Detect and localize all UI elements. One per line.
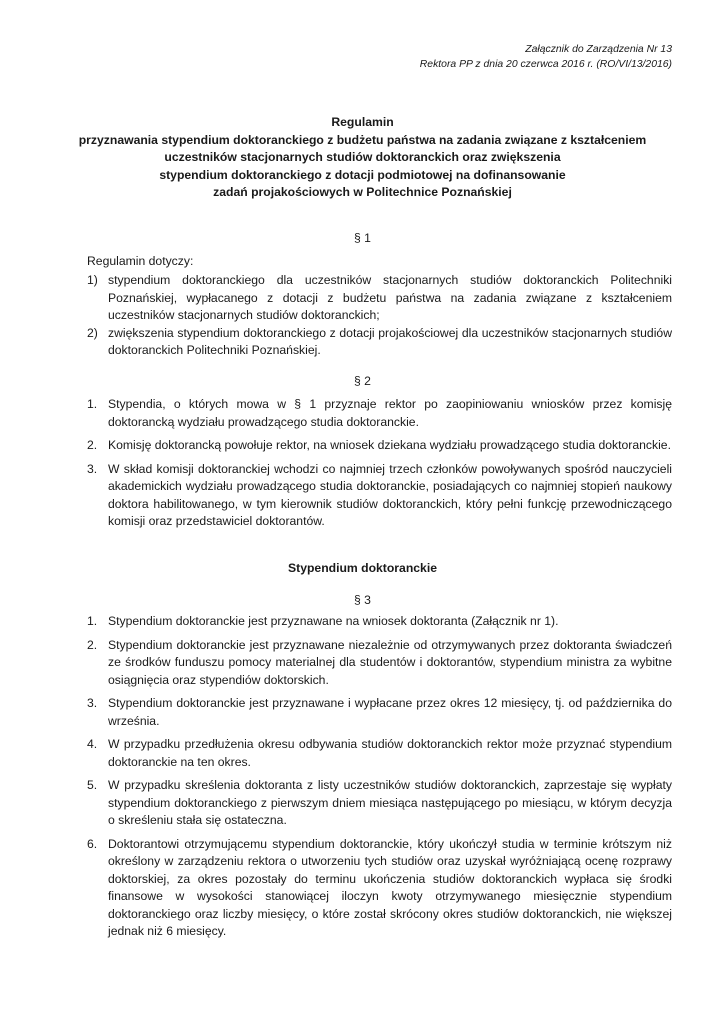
list-item-number: 1. <box>87 397 98 411</box>
list-item <box>87 777 672 830</box>
section-3-list <box>87 613 672 941</box>
list-item-text: Stypendium doktoranckie jest przyznawane i wypłacane przez okres 12 miesięcy, tj. od października do września. <box>108 696 672 728</box>
list-item <box>87 613 672 631</box>
section-1-list <box>87 272 672 360</box>
list-item-text: Doktorantowi otrzymującemu stypendium doktoranckie, który ukończył studia w terminie krótszym niż określony w zarządzeniu rektora o utworzeniu tych studiów oraz uzyskał wyróżniającą ocenę rozprawy doktorskiej, za okres pozostały do terminu ukończenia studiów doktoranckich wypłaca się środki finansowe w wysokości stanowiącej iloczyn kwoty otrzymywanego miesięcznie stypendium doktoranckiego oraz liczby miesięcy, o które został skrócony okres studiów doktoranckich, nie większej jednak niż 6 miesięcy. <box>108 836 672 938</box>
list-item-number: 2. <box>87 637 98 652</box>
attachment-note-line2: Rektora PP z dnia 20 czerwca 2016 r. (RO/VI/13/2016) <box>419 59 672 70</box>
section-2-list <box>87 396 672 531</box>
section-3-heading: Stypendium doktoranckie <box>288 561 437 575</box>
list-item-number: 1. <box>87 614 98 628</box>
list-item-text: Stypendia, o których mowa w § 1 przyznaje rektor po zaopiniowaniu wniosków przez komisję doktorancką wydziału prowadzącego studia doktoranckie. <box>108 397 672 429</box>
list-item-text: Komisję doktorancką powołuje rektor, na wniosek dziekana wydziału prowadzącego studia doktoranckie. <box>108 438 671 452</box>
attachment-note <box>420 42 672 72</box>
list-item <box>87 695 672 730</box>
list-item-text: W przypadku skreślenia doktoranta z listy uczestników studiów doktoranckich, zaprzestaje się wypłaty stypendium doktoranckiego z pierwszym dniem miesiąca następującego po miesiącu, w którym decyzja o skreśleniu stała się ostateczna. <box>108 778 672 827</box>
list-item <box>87 461 672 531</box>
title-line2: przyznawania stypendium doktoranckiego z budżetu państwa na zadania związane z kształceniem <box>78 132 647 147</box>
title-line5: zadań projakościowych w Politechnice Poznańskiej <box>213 185 512 200</box>
section-2-mark: § 2 <box>354 374 371 388</box>
list-item <box>87 437 672 455</box>
title-line4: stypendium doktoranckiego z dotacji podmiotowej na dofinansowanie <box>159 167 566 182</box>
list-item-text: W przypadku przedłużenia okresu odbywania studiów doktoranckich rektor może przyznać stypendium doktoranckie na ten okres. <box>108 737 672 769</box>
list-item-number: 3. <box>87 696 98 710</box>
list-item-text: stypendium doktoranckiego dla uczestników stacjonarnych studiów doktoranckich Politechniki Poznańskiej, wypłacanego z dotacji z budżetu państwa na zadania związane z kształceniem uczestników stacjonarnych studiów doktoranckich; <box>108 273 672 322</box>
title-line3: uczestników stacjonarnych studiów doktoranckich oraz zwiększenia <box>164 150 561 165</box>
list-item-number: 2. <box>87 438 98 452</box>
list-item <box>87 272 672 325</box>
section-3-mark: § 3 <box>354 593 371 607</box>
list-item-text: Stypendium doktoranckie jest przyznawane na wniosek doktoranta (Załącznik nr 1). <box>108 614 559 628</box>
list-item-text: zwiększenia stypendium doktoranckiego z dotacji projakościowej dla uczestników stacjonarnych studiów doktoranckich Politechniki Poznańskiej. <box>108 325 672 357</box>
title-line1: Regulamin <box>331 115 394 129</box>
list-item <box>87 836 672 941</box>
section-1-mark: § 1 <box>354 231 371 245</box>
list-item-text: Stypendium doktoranckie jest przyznawane niezależnie od otrzymywanych przez doktoranta świadczeń ze środków funduszu pomocy materialnej dla studentów i doktorantów, stypendium ministra za wybitne osiągnięcia oraz stypendiów doktorskich. <box>108 637 672 687</box>
list-item-text: W skład komisji doktoranckiej wchodzi co najmniej trzech członków powoływanych spośród nauczycieli akademickich wydziału prowadzącego studia doktoranckie, posiadających co najmniej stopień naukowy doktora habilitowanego, w tym kierownik studiów doktoranckich, który pełni funkcję przewodniczącego komisji oraz przedstawiciel doktorantów. <box>108 461 672 528</box>
list-item-number: 3. <box>87 461 98 476</box>
attachment-note-line1: Załącznik do Zarządzenia Nr 13 <box>525 44 672 55</box>
list-item-number: 4. <box>87 737 98 751</box>
list-item-number: 6. <box>87 836 98 851</box>
document-title <box>60 114 665 202</box>
section-1-intro: Regulamin dotyczy: <box>87 254 194 268</box>
list-item <box>87 325 672 360</box>
list-item <box>87 396 672 431</box>
list-item <box>87 736 672 771</box>
list-item-number: 2) <box>87 325 98 340</box>
list-item-number: 5. <box>87 778 98 792</box>
list-item-number: 1) <box>87 273 98 287</box>
list-item <box>87 637 672 690</box>
